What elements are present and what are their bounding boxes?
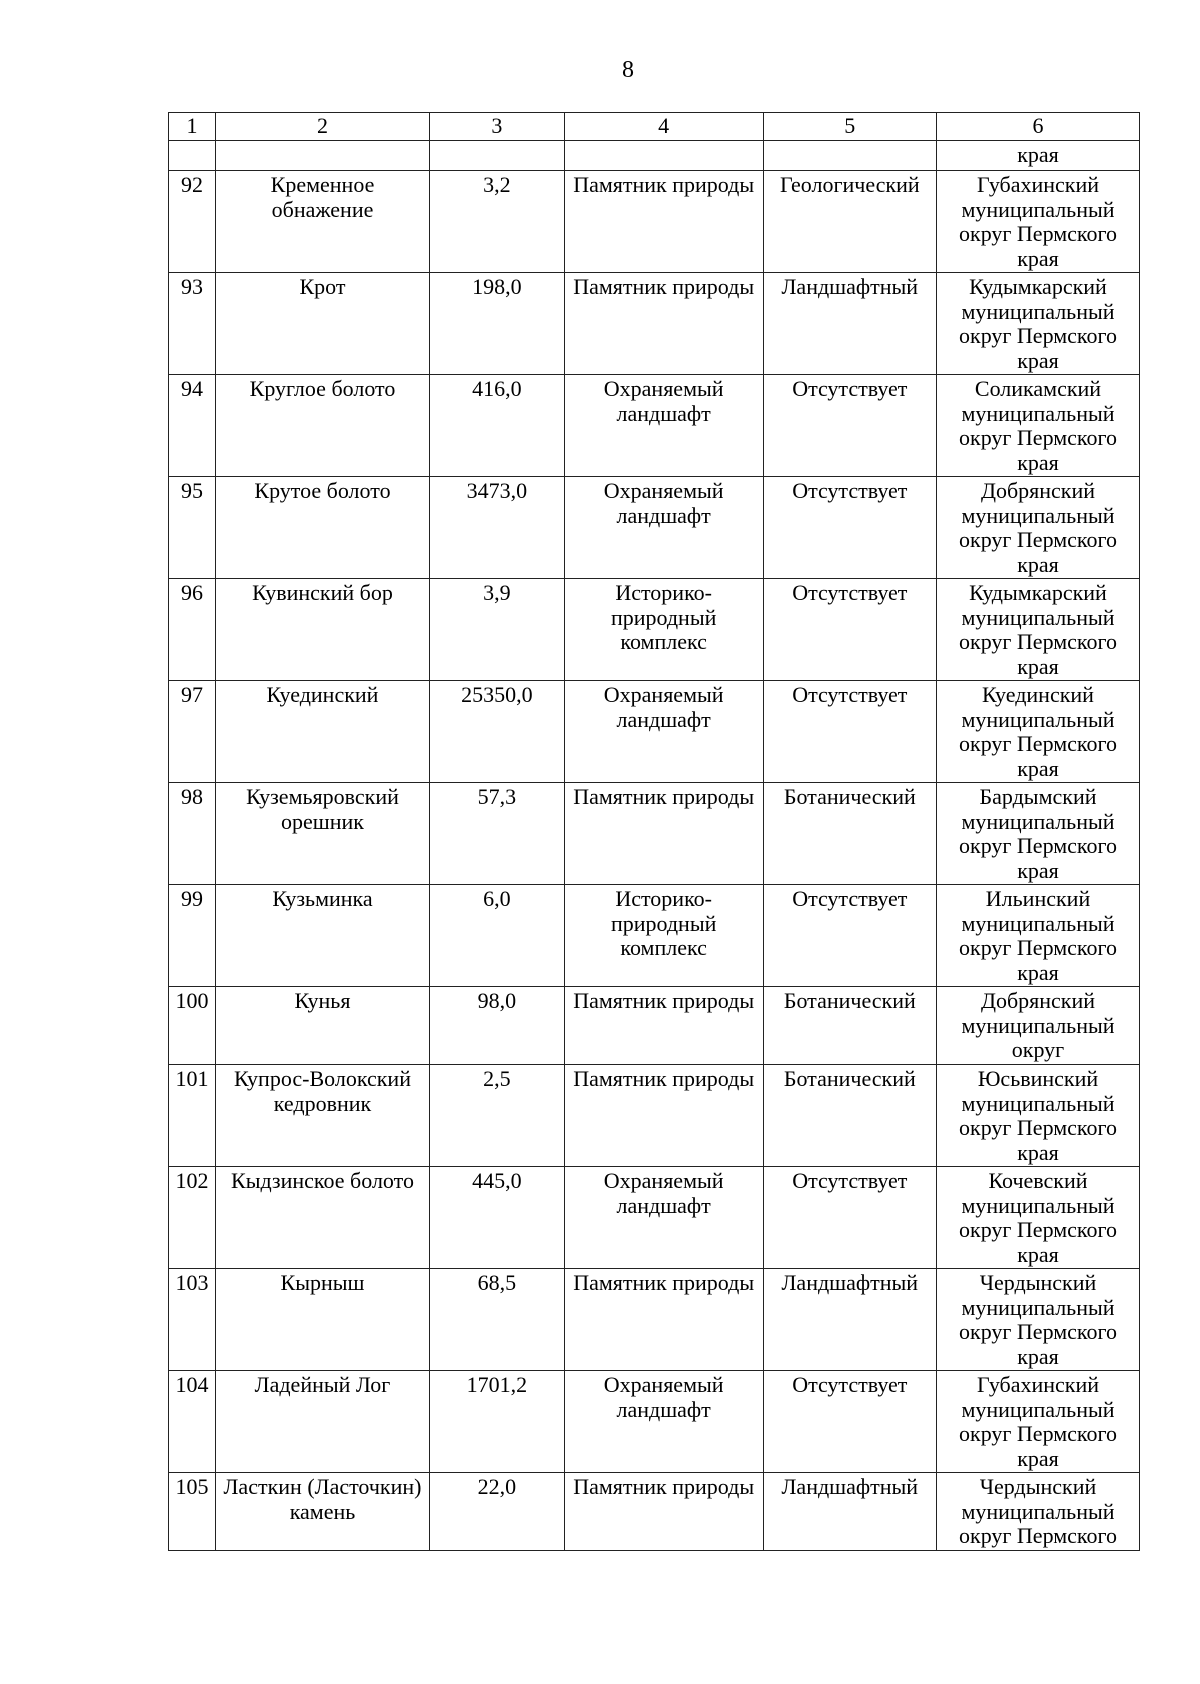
cell-category: Памятник природы: [564, 783, 763, 885]
cell-area: 6,0: [430, 885, 565, 987]
cell-area: 1701,2: [430, 1371, 565, 1473]
table-row: [169, 885, 1140, 987]
table-row: [169, 1371, 1140, 1473]
cell-profile: Ландшафтный: [763, 1473, 936, 1551]
column-header: 1: [169, 113, 216, 141]
table-row: [169, 681, 1140, 783]
cell-number: 100: [169, 987, 216, 1065]
table-cell: [763, 141, 936, 171]
continuation-row: [169, 141, 1140, 171]
table-row: [169, 477, 1140, 579]
table-row: [169, 1065, 1140, 1167]
cell-name: Кыдзинское болото: [215, 1167, 429, 1269]
cell-profile: Отсутствует: [763, 579, 936, 681]
cell-municipality: Бардымский муниципальный округ Пермского края: [937, 783, 1140, 885]
header-row: [169, 113, 1140, 141]
cell-number: 95: [169, 477, 216, 579]
column-header: 5: [763, 113, 936, 141]
cell-profile: Геологический: [763, 171, 936, 273]
cell-area: 2,5: [430, 1065, 565, 1167]
protected-areas-table: [168, 112, 1140, 1551]
cell-number: 99: [169, 885, 216, 987]
cell-profile: Ботанический: [763, 987, 936, 1065]
cell-profile: Ботанический: [763, 1065, 936, 1167]
table-row: [169, 375, 1140, 477]
column-header: 6: [937, 113, 1140, 141]
cell-number: 94: [169, 375, 216, 477]
cell-category: Историко-природный комплекс: [564, 579, 763, 681]
cell-number: 104: [169, 1371, 216, 1473]
table-row: [169, 1473, 1140, 1551]
cell-profile: Отсутствует: [763, 477, 936, 579]
cell-name: Ладейный Лог: [215, 1371, 429, 1473]
table-body: [169, 113, 1140, 1551]
cell-number: 93: [169, 273, 216, 375]
cell-name: Крот: [215, 273, 429, 375]
cell-category: Охраняемый ландшафт: [564, 1371, 763, 1473]
table-row: [169, 273, 1140, 375]
cell-category: Памятник природы: [564, 1269, 763, 1371]
cell-municipality: Кудымкарский муниципальный округ Пермского края: [937, 273, 1140, 375]
cell-number: 101: [169, 1065, 216, 1167]
cell-municipality: Чердынский муниципальный округ Пермского края: [937, 1269, 1140, 1371]
cell-category: Охраняемый ландшафт: [564, 681, 763, 783]
cell-area: 416,0: [430, 375, 565, 477]
cell-area: 445,0: [430, 1167, 565, 1269]
cell-number: 102: [169, 1167, 216, 1269]
cell-municipality: Кудымкарский муниципальный округ Пермского края: [937, 579, 1140, 681]
cell-area: 57,3: [430, 783, 565, 885]
cell-name: Круглое болото: [215, 375, 429, 477]
page-number: 8: [622, 57, 634, 83]
cell-category: Охраняемый ландшафт: [564, 477, 763, 579]
cell-number: 92: [169, 171, 216, 273]
cell-name: Кувинский бор: [215, 579, 429, 681]
cell-profile: Ландшафтный: [763, 273, 936, 375]
cell-category: Памятник природы: [564, 273, 763, 375]
cell-name: Кунья: [215, 987, 429, 1065]
cell-number: 96: [169, 579, 216, 681]
cell-area: 3,9: [430, 579, 565, 681]
cell-name: Куземьяровский орешник: [215, 783, 429, 885]
cell-profile: Отсутствует: [763, 1167, 936, 1269]
table-row: [169, 171, 1140, 273]
cell-area: 25350,0: [430, 681, 565, 783]
cell-name: Кременное обнажение: [215, 171, 429, 273]
cell-name: Крутое болото: [215, 477, 429, 579]
cell-number: 98: [169, 783, 216, 885]
cell-municipality: Добрянский муниципальный округ Пермского края: [937, 477, 1140, 579]
cell-category: Памятник природы: [564, 1473, 763, 1551]
cell-municipality: Ильинский муниципальный округ Пермского края: [937, 885, 1140, 987]
cell-name: Купрос-Волокский кедровник: [215, 1065, 429, 1167]
table-row: [169, 1167, 1140, 1269]
cell-category: Историко-природный комплекс: [564, 885, 763, 987]
cell-name: Кузьминка: [215, 885, 429, 987]
cell-category: Памятник природы: [564, 1065, 763, 1167]
table-row: [169, 1269, 1140, 1371]
cell-name: Ласткин (Ласточкин) камень: [215, 1473, 429, 1551]
cell-number: 103: [169, 1269, 216, 1371]
cell-profile: Отсутствует: [763, 681, 936, 783]
cell-municipality: Куединский муниципальный округ Пермского края: [937, 681, 1140, 783]
cell-name: Куединский: [215, 681, 429, 783]
cell-category: Охраняемый ландшафт: [564, 1167, 763, 1269]
table-cell: края: [937, 141, 1140, 171]
column-header: 3: [430, 113, 565, 141]
cell-area: 68,5: [430, 1269, 565, 1371]
cell-municipality: Кочевский муниципальный округ Пермского края: [937, 1167, 1140, 1269]
cell-municipality: Юсьвинский муниципальный округ Пермского края: [937, 1065, 1140, 1167]
table-row: [169, 783, 1140, 885]
cell-municipality: Губахинский муниципальный округ Пермского края: [937, 1371, 1140, 1473]
table-cell: [430, 141, 565, 171]
column-header: 4: [564, 113, 763, 141]
cell-number: 105: [169, 1473, 216, 1551]
cell-municipality: Чердынский муниципальный округ Пермского: [937, 1473, 1140, 1551]
cell-profile: Ландшафтный: [763, 1269, 936, 1371]
cell-area: 3473,0: [430, 477, 565, 579]
cell-category: Памятник природы: [564, 171, 763, 273]
table-row: [169, 987, 1140, 1065]
cell-area: 3,2: [430, 171, 565, 273]
cell-area: 22,0: [430, 1473, 565, 1551]
cell-category: Памятник природы: [564, 987, 763, 1065]
table-cell: [215, 141, 429, 171]
cell-name: Кырныш: [215, 1269, 429, 1371]
cell-profile: Отсутствует: [763, 885, 936, 987]
cell-municipality: Добрянский муниципальный округ: [937, 987, 1140, 1065]
cell-profile: Отсутствует: [763, 375, 936, 477]
table-row: [169, 579, 1140, 681]
table-cell: [169, 141, 216, 171]
column-header: 2: [215, 113, 429, 141]
cell-municipality: Губахинский муниципальный округ Пермского края: [937, 171, 1140, 273]
table-cell: [564, 141, 763, 171]
cell-number: 97: [169, 681, 216, 783]
cell-area: 198,0: [430, 273, 565, 375]
cell-area: 98,0: [430, 987, 565, 1065]
cell-profile: Отсутствует: [763, 1371, 936, 1473]
cell-municipality: Соликамский муниципальный округ Пермского края: [937, 375, 1140, 477]
cell-category: Охраняемый ландшафт: [564, 375, 763, 477]
cell-profile: Ботанический: [763, 783, 936, 885]
